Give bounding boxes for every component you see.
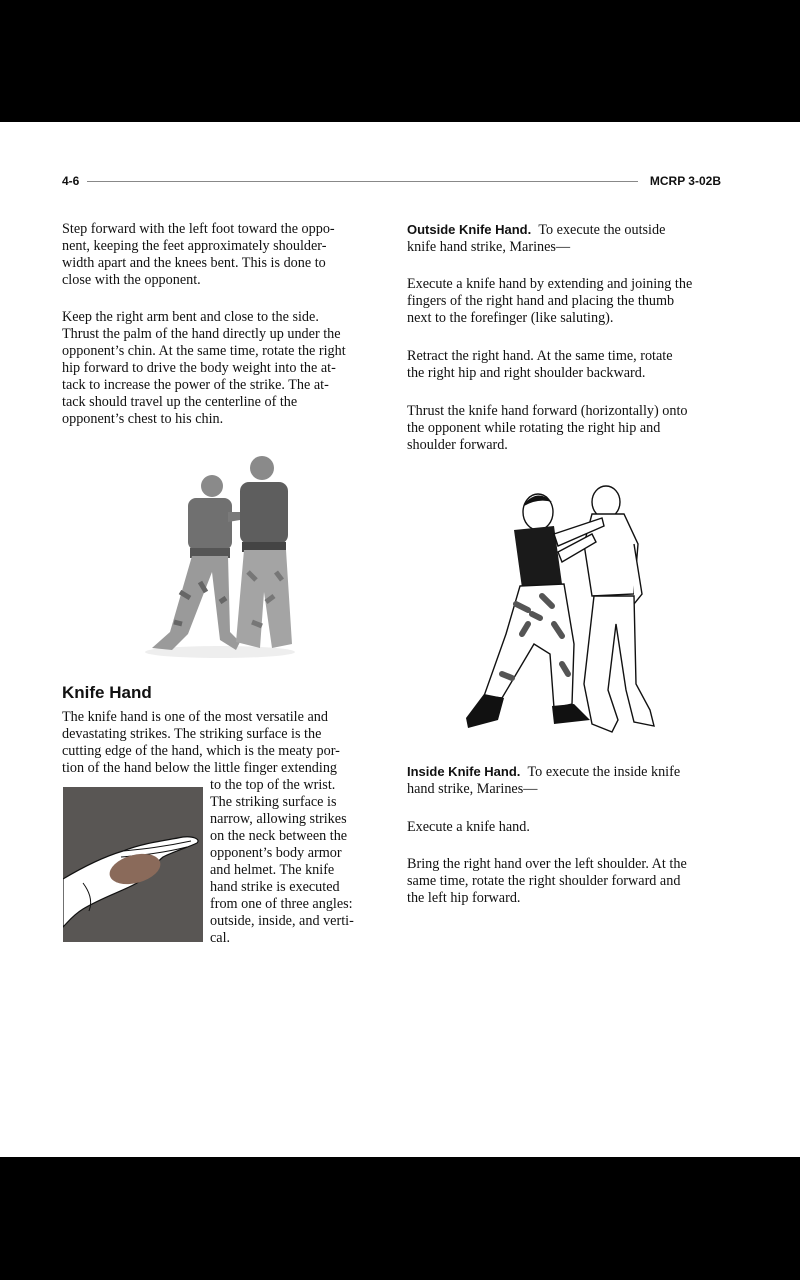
knife-hand-paragraph: The knife hand is one of the most versatile and devastating strikes. The striking surface is the cutting edge of the hand, which is the meaty por- tion of the hand below the little finger extending — [62, 709, 340, 776]
keep-arm-paragraph: Keep the right arm bent and close to the side. Thrust the palm of the hand directly up under the opponent’s chin. At the same time, rotate the right hip forward to drive the body weight into the at- tack to increase the power of the strike. The at- tack should travel up the centerline of the opponent’s chest to his chin. — [62, 309, 346, 427]
knife-hand-wrapped-text: to the top of the wrist. The striking surface is narrow, allowing strikes on the neck between the opponent’s body armor and helmet. The knife hand strike is executed from one of three angles: outside, inside, and verti- cal. — [210, 777, 354, 946]
step-forward-paragraph: Step forward with the left foot toward the oppo- nent, keeping the feet approximately shoulder- width apart and the knees bent. This is done to close with the opponent. — [62, 221, 335, 288]
outside-step-2: Retract the right hand. At the same time, rotate the right hip and right shoulder backward. — [407, 348, 673, 381]
outside-knife-hand-illustration — [462, 484, 662, 744]
inside-step-2: Bring the right hand over the left shoulder. At the same time, rotate the right shoulder forward and the left hip forward. — [407, 856, 687, 906]
publication-id: MCRP 3-02B — [649, 174, 721, 188]
outside-step-1: Execute a knife hand by extending and joining the fingers of the right hand and placing the thumb next to the forefinger (like saluting). — [407, 276, 693, 326]
outside-knife-hand-lead: Outside Knife Hand. — [407, 222, 532, 237]
document-page — [0, 122, 800, 1157]
palm-strike-photo — [140, 452, 300, 662]
inside-knife-hand-intro: Inside Knife Hand. To execute the inside knife hand strike, Marines— — [407, 764, 681, 797]
inside-step-1: Execute a knife hand. — [407, 819, 530, 835]
inside-knife-hand-lead: Inside Knife Hand. — [407, 764, 521, 779]
running-header — [62, 174, 721, 190]
page-number: 4-6 — [62, 174, 80, 188]
knife-hand-heading: Knife Hand — [62, 683, 152, 702]
outside-knife-hand-intro: Outside Knife Hand. To execute the outside knife hand strike, Marines— — [407, 222, 666, 255]
outside-step-3: Thrust the knife hand forward (horizontally) onto the opponent while rotating the right hip and shoulder forward. — [407, 403, 688, 453]
knife-hand-illustration — [63, 787, 203, 942]
header-rule — [87, 181, 638, 182]
